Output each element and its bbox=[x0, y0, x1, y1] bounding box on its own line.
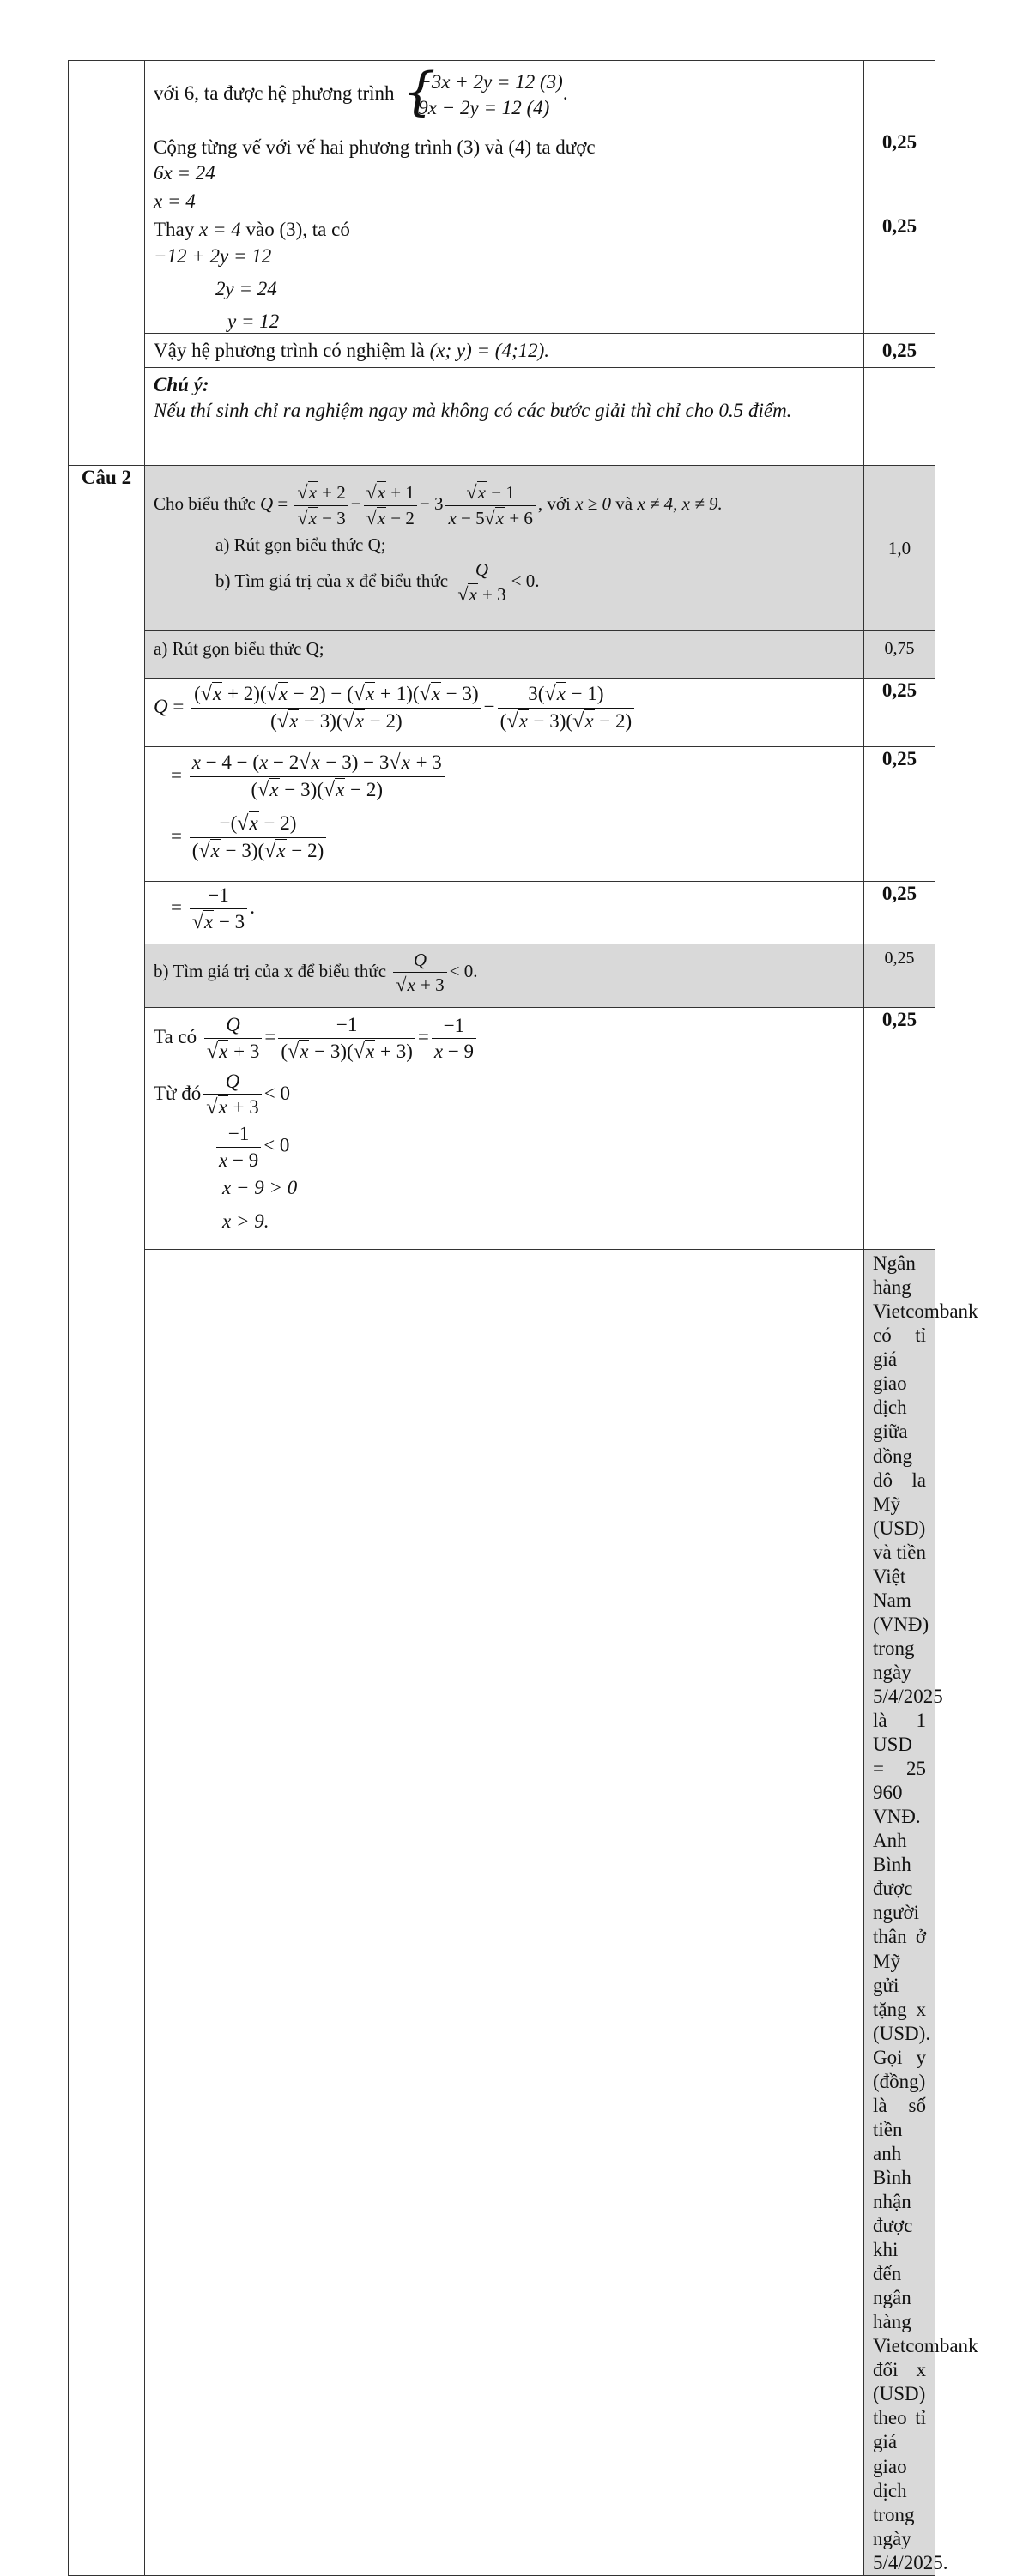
step-b-cell: Ta có $\frac{Q}{√x + 3}$ = $\frac{-1}{(√x - 3)(√x + 3)}$ = $\frac{-1}{x - 9}$ Từ đó $\frac{Q}{√x + 3}$ < 0 $\frac{-1}{x - 9}$ < 0 x − 9 > 0 x > 9. bbox=[145, 1008, 864, 1250]
equation-line-3: y = 12 bbox=[227, 310, 280, 332]
part-b-cell: b) Tìm giá trị của x để biểu thức $\frac{Q}{√x + 3}$ < 0. bbox=[145, 944, 864, 1008]
row-substitute bbox=[69, 214, 935, 333]
row-add-equations bbox=[69, 130, 935, 214]
question-1-label-cell bbox=[69, 61, 145, 466]
points-value: 0,25 bbox=[864, 944, 935, 1008]
row-part-a bbox=[69, 631, 935, 679]
q-term-2: $\frac{√x + 1}{√x - 2}$ bbox=[364, 481, 417, 529]
points-value: 0,25 bbox=[864, 747, 935, 882]
points-value: 0,25 bbox=[864, 130, 935, 214]
row-step-3 bbox=[69, 882, 935, 944]
row-step-1 bbox=[69, 679, 935, 747]
solution-pair: (x; y) = (4;12). bbox=[429, 340, 550, 362]
step-2-cell: = $\frac{x - 4 - (x - 2√x - 3) - 3√x + 3}{(√x - 3)(√x - 2)}$ = $\frac{-(√x - 2)}{(√x - 3)(√x - 2)}$ bbox=[145, 747, 864, 882]
equation-3: −3x + 2y = 12 (3) bbox=[418, 70, 563, 93]
equation-6x: 6x = 24 bbox=[154, 161, 215, 184]
part-a-label: a) Rút gọn biểu thức Q; bbox=[145, 631, 864, 679]
step-3-cell: = $\frac{-1}{√x - 3}$ . bbox=[145, 882, 864, 944]
note-body: Nếu thí sinh chỉ ra nghiệm ngay mà không có các bước giải thì chỉ cho 0.5 điểm. bbox=[154, 399, 792, 421]
row-question-2 bbox=[69, 466, 935, 631]
row-question-3 bbox=[69, 1250, 935, 2576]
add-equations-text: Cộng từng vế với vế hai phương trình (3) và (4) ta được bbox=[154, 136, 596, 158]
question-2-label: Câu 2 bbox=[69, 466, 145, 2576]
row-step-2 bbox=[69, 747, 935, 882]
part-b-text: b) Tìm giá trị của x để biểu thức bbox=[215, 570, 449, 592]
add-equations-cell bbox=[145, 130, 864, 214]
equation-x: x = 4 bbox=[154, 190, 196, 213]
q-term-1: $\frac{√x + 2}{√x - 3}$ bbox=[294, 481, 348, 529]
points-value: 0,25 bbox=[864, 334, 935, 368]
answer-key-table bbox=[68, 60, 978, 2576]
left-brace-icon: { bbox=[403, 61, 436, 122]
equation-4: 9x − 2y = 12 (4) bbox=[418, 96, 550, 118]
row-part-b bbox=[69, 944, 935, 1008]
substitute-cell: Thay x = 4 vào (3), ta có −12 + 2y = 12 2y = 24 y = 12 bbox=[145, 214, 864, 333]
part-a-text: a) Rút gọn biểu thức Q; bbox=[215, 534, 386, 556]
row-note bbox=[69, 368, 935, 466]
points-value: 1,0 bbox=[864, 466, 935, 631]
row-step-b bbox=[69, 1008, 935, 1250]
points-cell-empty bbox=[864, 61, 935, 130]
equation-line-2: 2y = 24 bbox=[215, 277, 277, 299]
question-3-label-cell bbox=[145, 1250, 864, 2576]
question-3-text: Ngân hàng Vietcombank có tỉ giá giao dịch giữa đồng đô la Mỹ (USD) và tiền Việt Nam (VNĐ) trong ngày 5/4/2025 là 1 USD = 25 960 VNĐ. Anh Bình được người thân ở Mỹ gửi tặng x (USD). Gọi y (đồng) là số tiền anh Bình nhận được khi đến ngân hàng Vietcombank đổi x (USD) theo tỉ giá giao dịch trong ngày 5/4/2025. bbox=[864, 1250, 935, 2576]
points-value: 0,25 bbox=[864, 882, 935, 944]
equation-system bbox=[403, 61, 563, 122]
points-value: 0,25 bbox=[864, 1008, 935, 1250]
system-cell: với 6, ta được hệ phương trình { −3x + 2y = 12 (3) 9x − 2y = 12 (4) . bbox=[145, 61, 864, 130]
q-term-3: $\frac{√x - 1}{x - 5√x + 6}$ bbox=[445, 481, 535, 529]
note-cell bbox=[145, 368, 864, 466]
system-lead-text: với 6, ta được hệ phương trình bbox=[154, 82, 395, 104]
equation-line-1: −12 + 2y = 12 bbox=[154, 245, 272, 268]
note-title: Chú ý: bbox=[154, 374, 209, 396]
question-2-cell: Cho biểu thức Q = $\frac{√x + 2}{√x - 3}$ − $\frac{√x + 1}{√x - 2}$ − 3 $\frac{√x - 1}{x - 5√x + 6}$ , với x ≥ 0 và x ≠ 4, x ≠ 9. a) Rút gọn biểu thức Q; b) Tìm giá trị của x để biểu thức $\frac{Q}{√x + 3}$ < 0. bbox=[145, 466, 864, 631]
points-value: 0,75 bbox=[864, 631, 935, 679]
row-conclusion bbox=[69, 334, 935, 368]
conclusion-cell: Vậy hệ phương trình có nghiệm là (x; y) = (4;12). bbox=[145, 334, 864, 368]
points-value: 0,25 bbox=[864, 214, 935, 333]
points-value: 0,25 bbox=[864, 679, 935, 747]
step-1-cell: Q = $\frac{(√x + 2)(√x - 2) - (√x + 1)(√x - 3)}{(√x - 3)(√x - 2)}$ − $\frac{3(√x - 1)}{(√x - 3)(√x - 2)}$ bbox=[145, 679, 864, 747]
row-system bbox=[69, 61, 935, 130]
